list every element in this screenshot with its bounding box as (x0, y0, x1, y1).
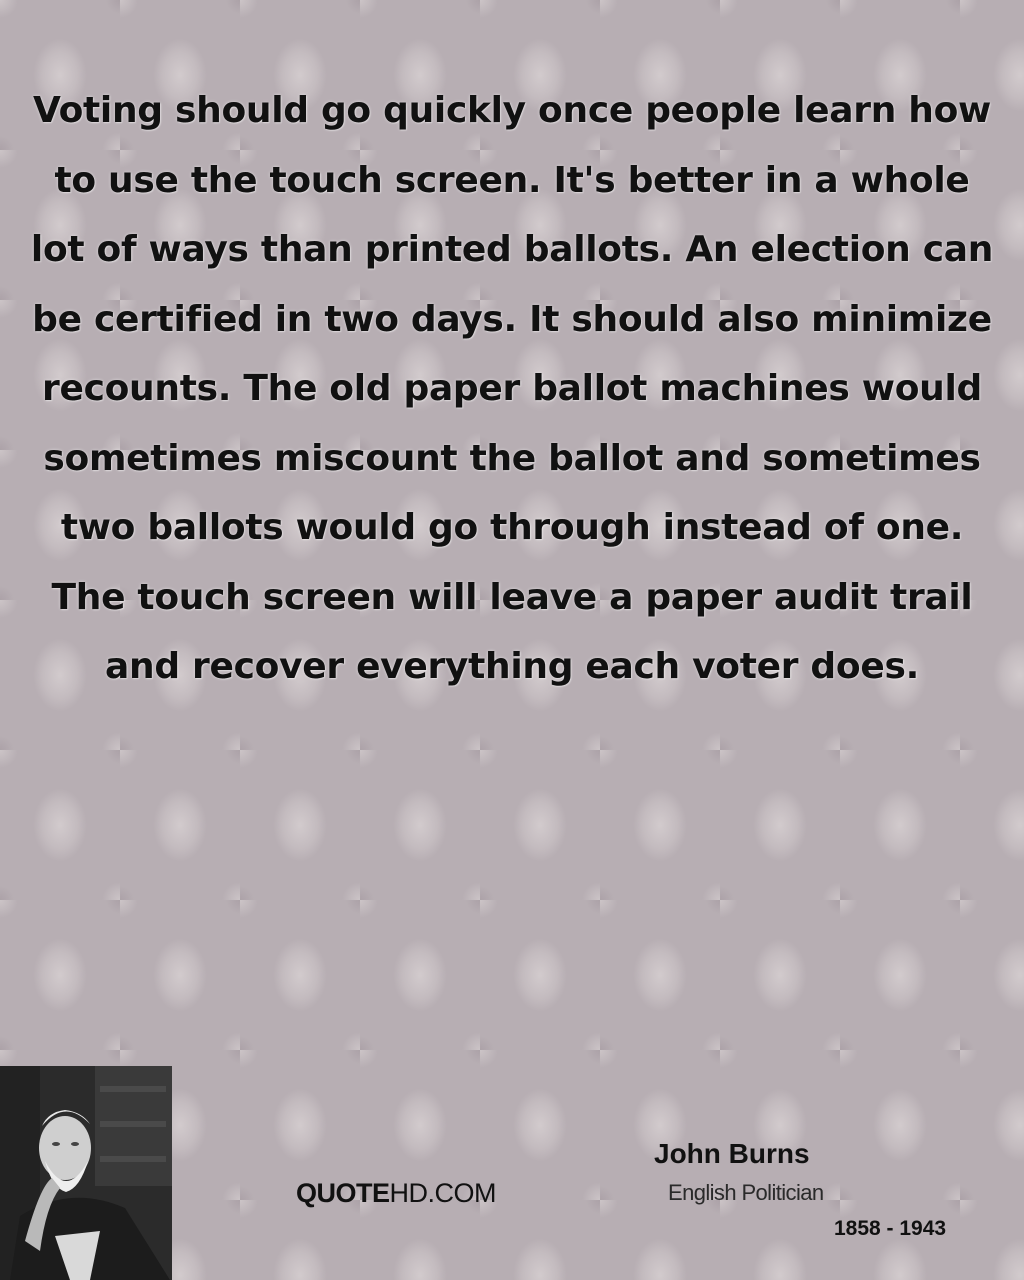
quote-text: Voting should go quickly once people learn how to use the touch screen. It's better in a whole lot of ways than printed ballots. An election can be certified in two days. It should also minimize recounts. The old paper ballot machines would sometimes miscount the ballot and sometimes two ballots would go through instead of one. The touch screen will leave a paper audit trail and recover everything each voter does. (30, 90, 994, 687)
author-name: John Burns (654, 1138, 810, 1169)
brand-quote-text: QUOTE (296, 1178, 390, 1208)
site-brand (296, 1178, 496, 1209)
author-portrait (0, 1066, 172, 1280)
author-years: 1858 - 1943 (834, 1217, 947, 1240)
author-title: English Politician (668, 1180, 824, 1205)
brand-hd-text: HD.COM (389, 1178, 497, 1208)
